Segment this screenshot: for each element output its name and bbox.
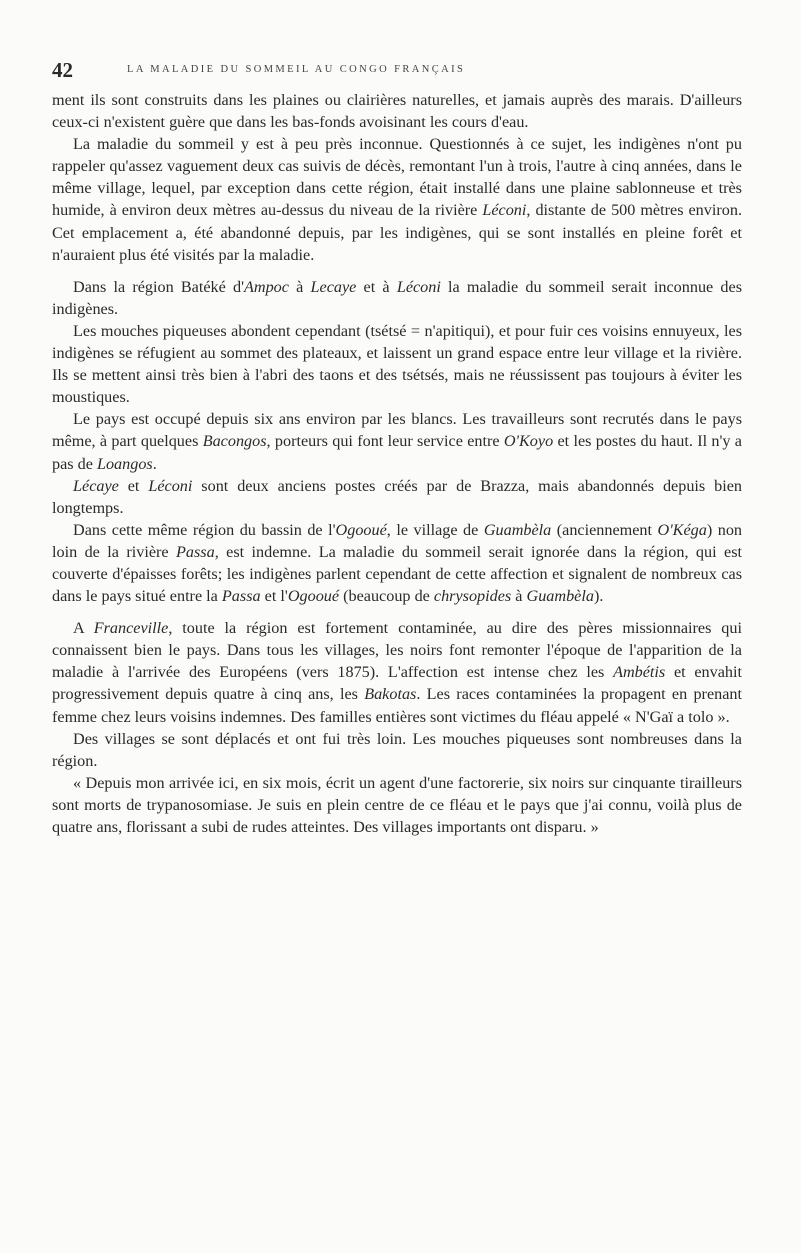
- text-run: , porteurs qui font leur service entre: [266, 432, 504, 451]
- text-run: , toute la région est fortement contaminée, au dire des pères missionnaires qui connaissent bien le pays. Dans tous les villages, les noirs font remonter l'époque de l'apparition de la maladie à l'arrivée des Européens (vers 1875). L'affection est intense chez les: [52, 619, 742, 682]
- italic-term: O'Koyo: [503, 432, 554, 451]
- italic-term: Ogooué: [335, 520, 387, 539]
- text-run: et à: [356, 277, 397, 296]
- italic-term: Passa: [221, 587, 261, 606]
- page-header: [52, 58, 742, 86]
- italic-term: Guambèla: [483, 520, 552, 539]
- text-run: A: [73, 619, 94, 638]
- italic-term: Guambèla: [526, 587, 594, 606]
- text-run: La maladie du sommeil y est à peu près inconnue. Questionnés à ce sujet, les indigènes n'ont pu rappeler qu'assez vaguement deux cas suivis de décès, remontant l'un à trois, l'autre à cinq années, dans le même village, lequel, par exception dans cette région, était installé dans une plaine sablonneuse et très humide, à environ deux mètres au-dessus du niveau de la rivière: [52, 135, 742, 220]
- text-run: et l': [260, 587, 288, 606]
- text-run: Dans cette même région du bassin de l': [73, 520, 336, 539]
- body-text: [52, 89, 742, 838]
- text-run: Le pays est occupé depuis six ans environ par les blancs. Les travailleurs sont recrutés dans le pays même, à part quelques: [52, 410, 742, 451]
- italic-term: Bacongos: [202, 432, 267, 451]
- text-run: « Depuis mon arrivée ici, en six mois, écrit un agent d'une factorerie, six noirs sur cinquante tirailleurs sont morts de trypanosomiase. Je suis en plein centre de ce fléau et le pays que j'ai connu, voilà plus de quatre ans, florissant a subi de rudes atteintes. Des villages importants ont disparu. »: [52, 773, 742, 836]
- page-number: 42: [52, 58, 73, 82]
- text-run: et envahit progressivement depuis quatre à cinq ans, les: [52, 663, 743, 704]
- text-run: ment ils sont construits dans les plaines ou clairières naturelles, et jamais auprès des marais. D'ailleurs ceux-ci n'existent guère que dans les bas-fonds avoisinant les cours d'eau.: [52, 91, 742, 132]
- italic-term: Lécaye: [73, 476, 119, 495]
- text-run: ) non loin de la rivière: [52, 520, 743, 561]
- italic-term: Franceville: [93, 619, 169, 638]
- paragraph: [52, 519, 742, 607]
- italic-term: Lecaye: [310, 277, 357, 296]
- text-run: à: [288, 277, 311, 296]
- italic-term: Léconi: [482, 201, 527, 220]
- text-run: Dans la région Batéké d': [73, 277, 245, 296]
- text-run: la maladie du sommeil serait inconnue des indigènes.: [52, 277, 743, 318]
- text-run: (anciennement: [551, 520, 658, 539]
- paragraph: [52, 89, 742, 133]
- running-title: LA MALADIE DU SOMMEIL AU CONGO FRANÇAIS: [127, 64, 466, 75]
- italic-term: Loangos: [96, 454, 153, 473]
- italic-term: O'Kéga: [657, 520, 707, 539]
- text-run: et les postes du haut. Il n'y a pas de: [52, 432, 742, 473]
- text-run: . Les races contaminées la propagent en prenant femme chez leurs voisins indemnes. Des familles entières sont victimes du fléau appelé « N'Gaï a tolo ».: [52, 685, 742, 726]
- italic-term: Léconi: [396, 277, 441, 296]
- text-run: à: [511, 587, 527, 606]
- paragraph: [52, 728, 742, 772]
- paragraph: [52, 133, 742, 266]
- paragraph: [52, 475, 742, 519]
- paragraph: [52, 617, 742, 727]
- italic-term: chrysopides: [433, 587, 512, 606]
- text-run: (beaucoup de: [339, 587, 434, 606]
- italic-term: Ambétis: [613, 663, 666, 682]
- text-run: Des villages se sont déplacés et ont fui très loin. Les mouches piqueuses sont nombreuses dans la région.: [52, 729, 742, 770]
- italic-term: Bakotas: [364, 685, 417, 704]
- paragraph: [52, 772, 742, 838]
- text-run: , distante de 500 mètres environ. Cet emplacement a, été abandonné depuis, par les indigènes, qui se sont installés en pleine forêt et n'auraient plus été visités par la maladie.: [52, 201, 742, 264]
- italic-term: Passa: [176, 542, 215, 561]
- paragraph: [52, 276, 742, 320]
- italic-term: Léconi: [148, 476, 193, 495]
- italic-term: Ampoc: [244, 277, 289, 296]
- text-run: et: [118, 476, 149, 495]
- text-run: .: [152, 454, 157, 473]
- text-run: , est indemne. La maladie du sommeil serait ignorée dans la région, qui est couverte d'épaisses forêts; les indigènes parlent cependant de cette affection et signalent de nombreux cas dans le pays situé entre la: [52, 542, 742, 606]
- text-run: sont deux anciens postes créés par de Brazza, mais abandonnés depuis bien longtemps.: [52, 476, 742, 517]
- text-run: Les mouches piqueuses abondent cependant (tsétsé = n'apitiqui), et pour fuir ces voisins ennuyeux, les indigènes se réfugient au sommet des plateaux, et laissent un grand espace entre leur village et la rivière. Ils se mettent ainsi très bien à l'abri des taons et des tsétsés, mais ne réussissent pas toujours à éviter les moustiques.: [52, 321, 742, 407]
- italic-term: Ogooué: [287, 587, 340, 606]
- text-run: , le village de: [386, 520, 484, 539]
- text-run: ).: [593, 587, 604, 606]
- paragraph: [52, 320, 742, 408]
- paragraph: [52, 408, 742, 474]
